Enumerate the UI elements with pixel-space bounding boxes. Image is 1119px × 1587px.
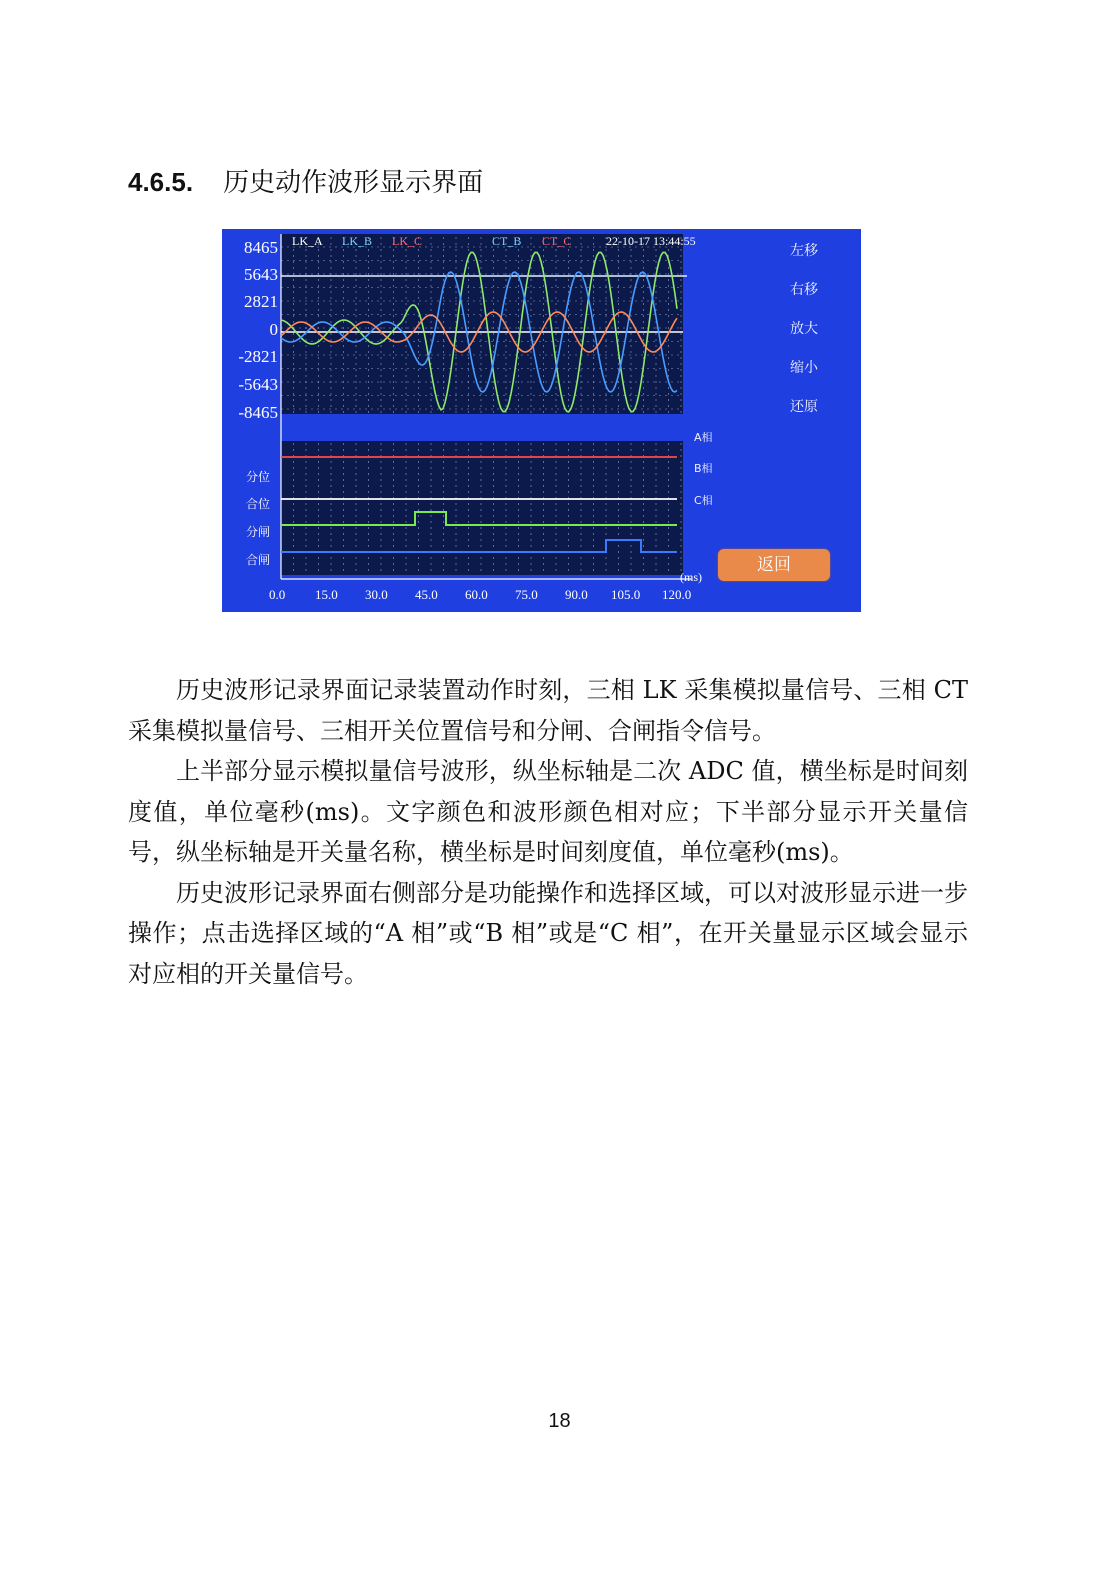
y-tick: -8465	[238, 403, 278, 422]
x-tick: 120.0	[662, 587, 692, 602]
x-tick: 75.0	[515, 587, 538, 602]
paragraph: 上半部分显示模拟量信号波形，纵坐标轴是二次 ADC 值，横坐标是时间刻度值，单位毫秒(ms)。文字颜色和波形颜色相对应；下半部分显示开关量信号，纵坐标轴是开关量名称，横坐标是时间刻度值，单位毫秒(ms)。	[128, 757, 968, 866]
paragraph: 历史波形记录界面记录装置动作时刻，三相 LK 采集模拟量信号、三相 CT 采集模拟量信号、三相开关位置信号和分闸、合闸指令信号。	[128, 676, 968, 745]
y-tick: -2821	[238, 347, 278, 366]
x-tick: 0.0	[269, 587, 286, 602]
y-tick: -5643	[238, 375, 278, 394]
switch-label-open-position: 分位	[246, 470, 271, 484]
x-tick: 60.0	[465, 587, 488, 602]
phase-c-button[interactable]: C相	[694, 494, 713, 507]
y-tick: 2821	[244, 292, 278, 311]
legend-lk-c[interactable]: LK_C	[392, 234, 422, 248]
section-number: 4.6.5.	[128, 167, 194, 197]
switch-label-trip-command: 分闸	[246, 525, 271, 539]
body-text	[128, 670, 968, 994]
switch-label-closed-position: 合位	[246, 497, 271, 511]
zoom-in-button[interactable]: 放大	[790, 321, 818, 337]
waveform-screenshot	[222, 229, 861, 612]
y-tick: 0	[269, 320, 278, 339]
page-number: 18	[548, 1410, 571, 1432]
legend-ct-b[interactable]: CT_B	[492, 234, 522, 248]
legend-lk-b[interactable]: LK_B	[342, 234, 372, 248]
timestamp: 22-10-17 13:44:55	[606, 234, 696, 248]
switch-label-close-command: 合闸	[246, 553, 271, 567]
section-heading	[128, 162, 483, 199]
paragraph: 历史波形记录界面右侧部分是功能操作和选择区域，可以对波形显示进一步操作；点击选择区域的“A 相”或“B 相”或是“C 相”，在开关量显示区域会显示对应相的开关量信号。	[128, 878, 968, 988]
y-tick: 5643	[244, 265, 278, 284]
x-tick: 30.0	[365, 587, 388, 602]
x-tick: 90.0	[565, 587, 588, 602]
move-right-button[interactable]: 右移	[790, 282, 818, 298]
section-title: 历史动作波形显示界面	[223, 168, 484, 198]
zoom-out-button[interactable]: 缩小	[790, 360, 818, 376]
switch-plot-area	[281, 441, 683, 575]
x-tick: 105.0	[611, 587, 641, 602]
x-tick: 15.0	[315, 587, 338, 602]
x-tick: 45.0	[415, 587, 438, 602]
x-unit-label: (ms)	[680, 570, 702, 584]
phase-b-button[interactable]: B相	[694, 462, 713, 475]
move-left-button[interactable]: 左移	[790, 243, 818, 259]
restore-button[interactable]: 还原	[790, 399, 818, 415]
back-button[interactable]: 返回	[718, 549, 830, 581]
phase-a-button[interactable]: A相	[694, 431, 713, 444]
y-tick: 8465	[244, 238, 278, 257]
legend-ct-c[interactable]: CT_C	[542, 234, 572, 248]
legend-lk-a[interactable]: LK_A	[292, 234, 323, 248]
